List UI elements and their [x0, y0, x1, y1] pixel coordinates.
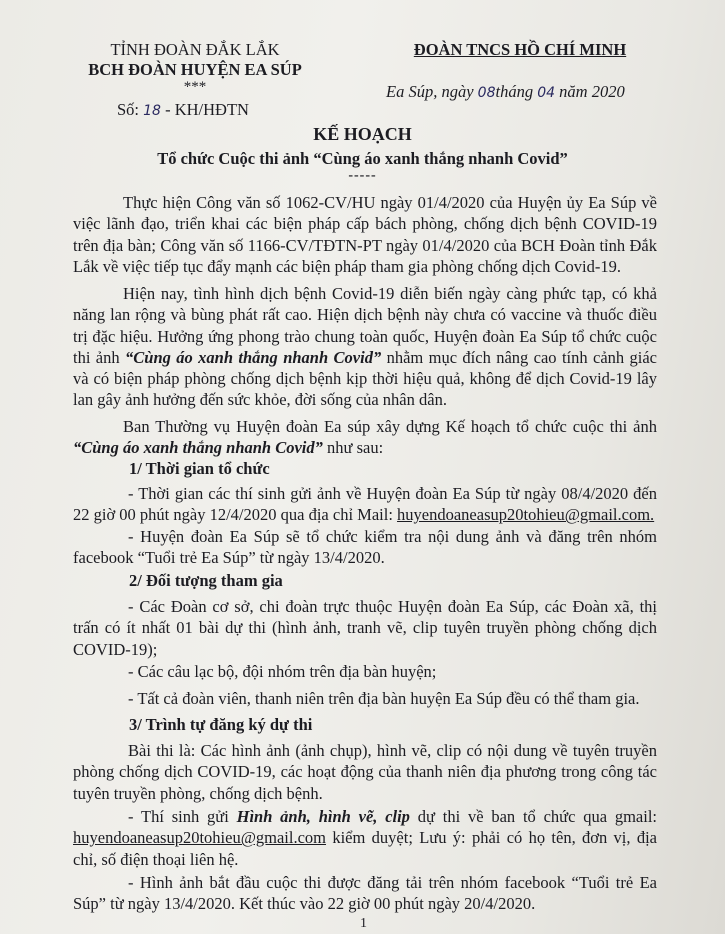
number-label: Số: [117, 100, 140, 119]
number-suffix: - KH/HĐTN [165, 100, 249, 119]
section-2-heading: 2/ Đối tượng tham gia [129, 571, 283, 590]
contest-email-link[interactable]: huyendoaneasup20tohieu@gmail.com [73, 828, 327, 848]
paragraph-intro [73, 416, 657, 459]
section-1-item-1 [73, 483, 657, 526]
contest-name: “Cùng áo xanh thắng nhanh Covid” [73, 438, 323, 458]
paragraph-situation [73, 283, 657, 411]
province-union-name: TỈNH ĐOÀN ĐẮK LẮK [110, 40, 280, 59]
handwritten-day: 08 [477, 85, 496, 101]
intro-text-end: như sau: [327, 438, 384, 458]
section-2-item-3: - Tất cả đoàn viên, thanh niên trên địa bàn huyện Ea Súp đều có thể tham gia. [128, 689, 640, 708]
year-part: năm 2020 [559, 82, 625, 101]
item-text-cont: dự thi về ban tổ chức qua gmail: [417, 807, 658, 826]
item-text: - Thời gian các thí sinh gửi ảnh về Huyện đoàn Ea Súp từ ngày 08/4/2020 đến 22 giờ 00 phút ngày 12/4/2020 qua địa chỉ Mail: [73, 484, 657, 525]
organization-name: ĐOÀN TNCS HỒ CHÍ MINH [413, 40, 627, 59]
paragraph-basis: Thực hiện Công văn số 1062-CV/HU ngày 01/4/2020 của Huyện ủy Ea Súp về việc lãnh đạo, triển khai các biện pháp cấp bách phòng, chống dịch bệnh COVID-19 trên địa bàn; Công văn số 1166-CV/TĐTN-PT ngày 01/4/2020 của BCH Đoàn tỉnh Đắk Lắk về việc tiếp tục đẩy mạnh các biện pháp tham gia phòng chống dịch Covid-19. [73, 193, 657, 276]
section-2-item-1: - Các Đoàn cơ sở, chi đoàn trực thuộc Huyện đoàn Ea Súp, các Đoàn xã, thị trấn có ít nhất 01 bài dự thi (hình ảnh, tranh vẽ, clip tuyên truyền phòng chống dịch COVID-19); [73, 597, 657, 659]
document-date [386, 82, 625, 102]
district-union-name: BCH ĐOÀN HUYỆN EA SÚP [88, 60, 302, 79]
section-2-item-2: - Các câu lạc bộ, đội nhóm trên địa bàn huyện; [128, 662, 437, 681]
header-stars: *** [183, 79, 207, 95]
date-prefix: Ea Súp, ngày [386, 82, 474, 101]
title-divider: ----- [348, 168, 377, 183]
handwritten-number: 18 [143, 103, 161, 119]
organization-header [385, 40, 655, 60]
month-word: tháng [495, 82, 534, 101]
contest-name: “Cùng áo xanh thắng nhanh Covid” [125, 347, 382, 367]
section-1-heading: 1/ Thời gian tổ chức [129, 459, 270, 478]
section-3-item-1: Bài thi là: Các hình ảnh (ảnh chụp), hình vẽ, clip có nội dung về tuyên truyền phòng chống dịch COVID-19, các hoạt động của thanh niên địa phương trong công tác tuyên truyền phòng, chống dịch bệnh. [73, 741, 657, 803]
issuer-header [60, 40, 330, 94]
situation-text: Hiện nay, tình hình dịch bệnh Covid-19 diễn biến ngày càng phức tạp, có khả năng lan rộng và bùng phát rất cao. Hiện dịch bệnh này chưa có vaccine và thuốc điều trị đặc hiệu. Hưởng ứng phong trào chung toàn quốc, Huyện đoàn Ea Súp tổ chức cuộc thi ảnh [73, 284, 657, 367]
section-3-item-3: - Hình ảnh bắt đầu cuộc thi được đăng tải trên nhóm facebook “Tuổi trẻ Ea Súp” từ ngày 13/4/2020. Kết thúc vào 22 giờ 00 phút ngày 20/4/2020. [73, 873, 657, 914]
item-text-end: kiểm duyệt; Lưu ý: phải có họ tên, đơn vị, địa chỉ, số điện thoại liên hệ. [73, 828, 658, 869]
submission-types: Hình ảnh, hình vẽ, clip [236, 807, 410, 826]
item-text: - Thí sinh gửi [128, 807, 229, 826]
page-number: 1 [360, 916, 367, 931]
section-3-heading: 3/ Trình tự đăng ký dự thi [129, 715, 313, 734]
handwritten-month: 04 [537, 85, 556, 101]
situation-text-cont: nhằm mục đích nâng cao tính cảnh giác và có biện pháp phòng chống dịch bệnh kịp thời hiệu quả, không để dịch Covid-19 lây lan gây ảnh hưởng đến sức khỏe, đời sống của nhân dân. [73, 347, 658, 410]
section-3-item-2 [73, 806, 657, 870]
section-1-item-2: - Huyện đoàn Ea Súp sẽ tổ chức kiểm tra nội dung ảnh và đăng trên nhóm facebook “Tuổi trẻ Ea Súp” từ ngày 13/4/2020. [73, 527, 657, 568]
document-subtitle: Tổ chức Cuộc thi ảnh “Cùng áo xanh thắng nhanh Covid” [157, 149, 568, 168]
document-title: KẾ HOẠCH [313, 124, 412, 144]
intro-text: Ban Thường vụ Huyện đoàn Ea súp xây dựng Kế hoạch tổ chức cuộc thi ảnh [123, 417, 657, 436]
contest-email-link[interactable]: huyendoaneasup20tohieu@gmail.com. [397, 505, 655, 525]
document-number [117, 100, 249, 120]
